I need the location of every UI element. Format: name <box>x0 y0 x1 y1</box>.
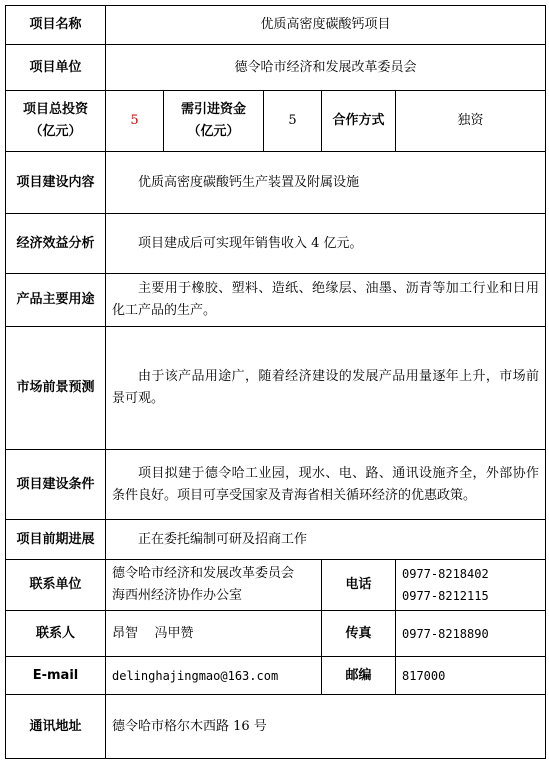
phone-line2: 0977-8212115 <box>402 589 489 603</box>
fax-label: 传真 <box>322 611 396 657</box>
cooperation-label: 合作方式 <box>322 91 396 152</box>
total-investment-label-line1: 项目总投资 <box>22 102 88 117</box>
phone-value <box>396 560 546 611</box>
email-label: E-mail <box>6 657 106 695</box>
row-contact-unit <box>6 560 546 611</box>
contact-unit-label: 联系单位 <box>6 560 106 611</box>
postcode-label: 邮编 <box>322 657 396 695</box>
address-value: 德令哈市格尔木西路 16 号 <box>106 695 546 759</box>
phone-line1: 0977-8218402 <box>402 567 489 581</box>
postcode-value: 817000 <box>396 657 546 695</box>
economic-benefit-label: 经济效益分析 <box>6 214 106 274</box>
project-unit-label: 项目单位 <box>6 45 106 91</box>
row-economic-benefit <box>6 214 546 274</box>
project-info-table <box>5 5 546 759</box>
product-usage-label: 产品主要用途 <box>6 274 106 327</box>
construction-conditions-value: 项目拟建于德令哈工业园，现水、电、路、通讯设施齐全，外部协作条件良好。项目可享受国家及青海省相关循环经济的优惠政策。 <box>106 450 546 520</box>
contact-unit-line2: 海西州经济协作办公室 <box>112 588 243 603</box>
row-project-unit <box>6 45 546 91</box>
phone-label: 电话 <box>322 560 396 611</box>
row-address <box>6 695 546 759</box>
row-project-name <box>6 6 546 45</box>
project-name-label: 项目名称 <box>6 6 106 45</box>
row-product-usage <box>6 274 546 327</box>
market-outlook-value: 由于该产品用途广，随着经济建设的发展产品用量逐年上升，市场前景可观。 <box>106 327 546 450</box>
construction-conditions-label: 项目建设条件 <box>6 450 106 520</box>
address-label: 通讯地址 <box>6 695 106 759</box>
total-investment-label <box>6 91 106 152</box>
row-investment <box>6 91 546 152</box>
preliminary-progress-label: 项目前期进展 <box>6 520 106 560</box>
contact-person-label: 联系人 <box>6 611 106 657</box>
attract-funds-label-line1: 需引进资金 <box>180 102 246 117</box>
preliminary-progress-value: 正在委托编制可研及招商工作 <box>106 520 546 560</box>
construction-content-label: 项目建设内容 <box>6 152 106 214</box>
fax-value: 0977-8218890 <box>396 611 546 657</box>
market-outlook-label: 市场前景预测 <box>6 327 106 450</box>
economic-benefit-value: 项目建成后可实现年销售收入 4 亿元。 <box>106 214 546 274</box>
project-name-value: 优质高密度碳酸钙项目 <box>106 6 546 45</box>
attract-funds-label-line2: （亿元） <box>187 124 240 139</box>
row-market-outlook <box>6 327 546 450</box>
row-contact-person <box>6 611 546 657</box>
project-unit-value: 德令哈市经济和发展改革委员会 <box>106 45 546 91</box>
product-usage-value: 主要用于橡胶、塑料、造纸、绝缘层、油墨、沥青等加工行业和日用化工产品的生产。 <box>106 274 546 327</box>
total-investment-label-line2: （亿元） <box>29 124 82 139</box>
email-value[interactable]: delinghajingmao@163.com <box>106 657 322 695</box>
contact-person-value: 昂智 冯甲赞 <box>106 611 322 657</box>
attract-funds-value: 5 <box>264 91 322 152</box>
row-preliminary-progress <box>6 520 546 560</box>
total-investment-value: 5 <box>106 91 164 152</box>
contact-unit-value <box>106 560 322 611</box>
row-email <box>6 657 546 695</box>
cooperation-value: 独资 <box>396 91 546 152</box>
attract-funds-label <box>164 91 264 152</box>
row-construction-content <box>6 152 546 214</box>
contact-unit-line1: 德令哈市经济和发展改革委员会 <box>112 566 295 581</box>
row-construction-conditions <box>6 450 546 520</box>
construction-content-value: 优质高密度碳酸钙生产装置及附属设施 <box>106 152 546 214</box>
